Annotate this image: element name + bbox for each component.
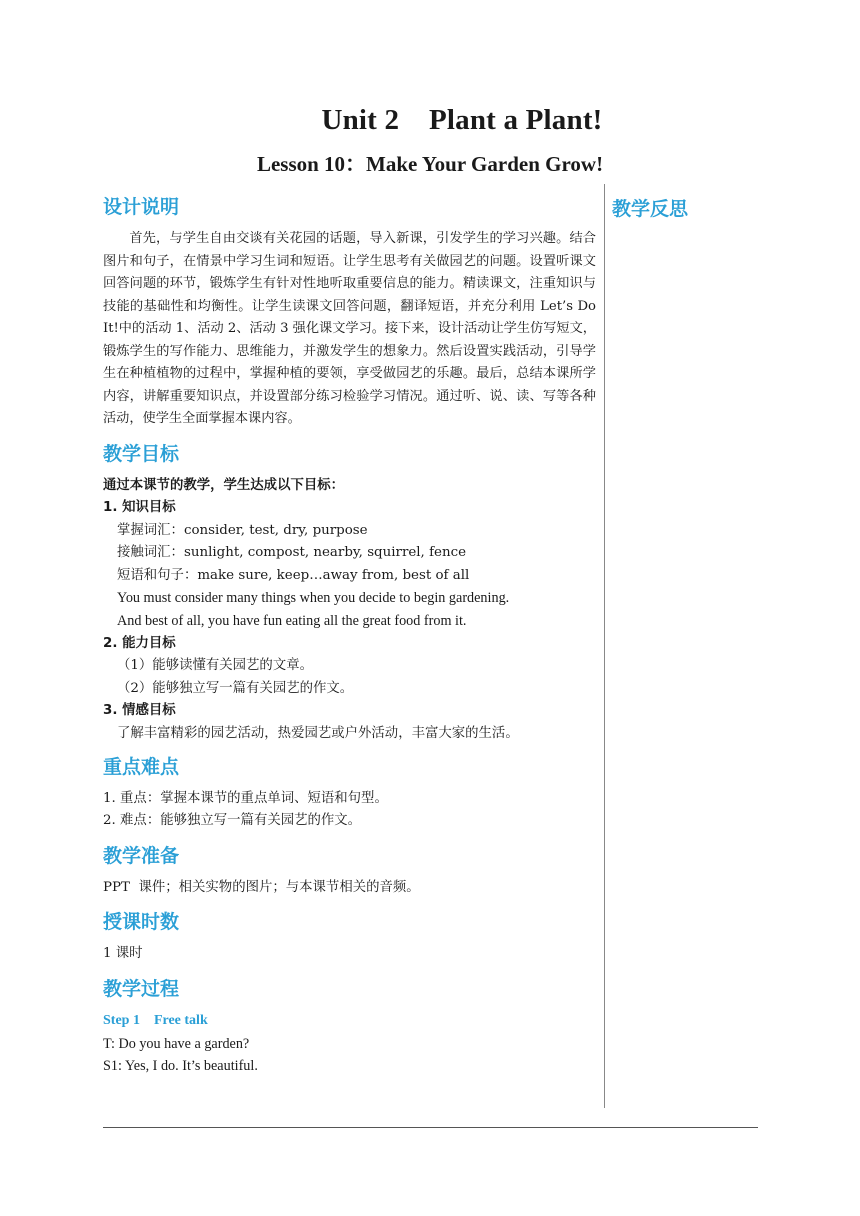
page-title: Unit 2 Plant a Plant! [321,104,603,136]
process-heading: 教学过程 [103,978,180,1000]
ability-goal-title: 2. 能力目标 [103,635,176,651]
key-points-heading: 重点难点 [103,755,180,778]
dialog-student-1: S1: Yes, I do. It’s beautiful. [103,1058,258,1075]
ability-item-1: （1）能够读懂有关园艺的文章。 [117,658,313,674]
phrases-sentences: 短语和句子：make sure, keep…away from, best of all [117,567,470,583]
key-point-1: 1. 重点：掌握本课节的重点单词、短语和句型。 [103,790,388,806]
reflection-heading: 教学反思 [612,198,689,220]
example-sentence-2: And best of all, you have fun eating all the great food from it. [117,613,467,630]
key-point-2: 2. 难点：能够独立写一篇有关园艺的作文。 [103,813,362,829]
column-divider [604,184,605,1108]
hours-text: 1 课时 [103,946,143,962]
dialog-teacher-1: T: Do you have a garden? [103,1035,250,1052]
preparation-heading: 教学准备 [103,844,180,867]
emotion-item-1: 了解丰富精彩的园艺活动，热爱园艺或户外活动，丰富大家的生活。 [117,726,519,742]
lesson-subtitle: Lesson 10：Make Your Garden Grow! [256,152,604,176]
knowledge-goal-title: 1. 知识目标 [103,500,176,516]
footer-rule [103,1127,758,1128]
hours-heading: 授课时数 [103,911,180,934]
emotion-goal-title: 3. 情感目标 [103,703,176,719]
vocab-contact: 接触词汇：sunlight, compost, nearby, squirrel, fence [117,545,466,561]
main-column [103,192,596,1078]
design-paragraph: 首先，与学生自由交谈有关花园的话题，导入新课，引发学生的学习兴趣。结合图片和句子，在情景中学习生词和短语。让学生思考有关做园艺的问题。设置听课文回答问题的环节，锻炼学生有针对性地听取重要信息的能力。精读课文，注重知识与技能的基础性和均衡性。让学生读课文回答问题，翻译短语，并充分利用 Let’s Do It!中的活动 1、活动 2、活动 3 强化课文学习。接下来，设计活动让学生仿写短文，锻炼学生的写作能力、思维能力，并激发学生的想象力。然后设置实践活动，引导学生在种植植物的过程中，掌握种植的要领，享受做园艺的乐趣。最后，总结本课所学内容，讲解重要知识点，并设置部分练习检验学习情况。通过听、说、读、写等各种活动，使学生全面掌握本课内容。 [103,231,596,426]
preparation-text: PPT 课件；相关实物的图片；与本课节相关的音频。 [103,879,420,895]
goals-heading: 教学目标 [103,442,180,465]
step-1-title: Step 1 Free talk [103,1013,208,1028]
design-heading: 设计说明 [103,196,180,218]
ability-item-2: （2）能够独立写一篇有关园艺的作文。 [117,680,354,696]
example-sentence-1: You must consider many things when you decide to begin gardening. [117,590,510,607]
vocab-master: 掌握词汇：consider, test, dry, purpose [117,522,368,538]
goals-intro: 通过本课节的教学，学生达成以下目标： [103,477,345,493]
